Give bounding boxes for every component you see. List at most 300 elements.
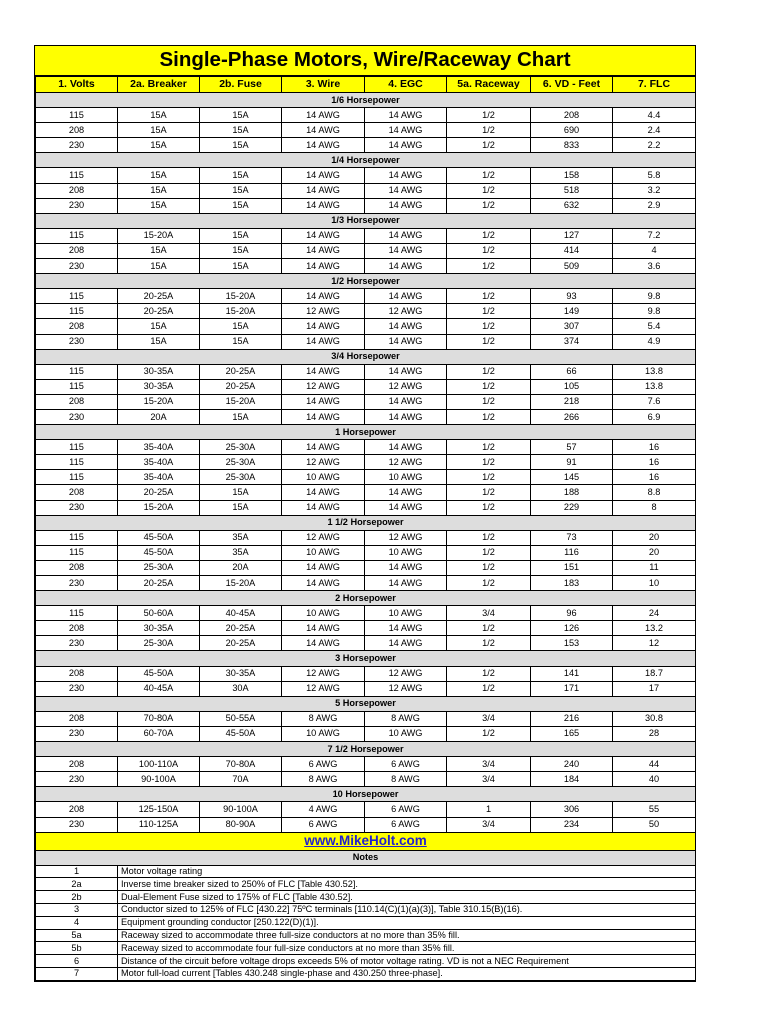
table-cell: 14 AWG [365,500,447,515]
table-cell: 208 [36,319,118,334]
horsepower-label: 1 Horsepower [36,425,696,440]
table-row [36,228,696,243]
table-cell: 151 [531,560,613,575]
table-cell: 8 AWG [365,711,447,726]
table-cell: 188 [531,485,613,500]
table-cell: 25-30A [118,560,200,575]
table-cell: 20A [118,409,200,424]
table-cell: 115 [36,108,118,123]
table-cell: 184 [531,772,613,787]
table-cell: 14 AWG [365,636,447,651]
column-header: 3. Wire [282,77,365,93]
table-cell: 8 AWG [282,772,365,787]
horsepower-section-header [36,742,696,757]
table-cell: 12 AWG [365,530,447,545]
table-cell: 55 [613,802,696,817]
table-cell: 14 AWG [365,228,447,243]
horsepower-section-header [36,591,696,606]
table-row [36,500,696,515]
table-cell: 8 AWG [365,772,447,787]
table-cell: 230 [36,198,118,213]
note-row [36,916,696,929]
table-cell: 35-40A [118,440,200,455]
table-cell: 5.8 [613,168,696,183]
table-cell: 230 [36,681,118,696]
table-row [36,636,696,651]
table-cell: 14 AWG [365,409,447,424]
table-cell: 10 AWG [282,606,365,621]
horsepower-section-header [36,349,696,364]
table-cell: 1/2 [447,394,531,409]
table-cell: 90-100A [200,802,282,817]
table-cell: 20-25A [118,485,200,500]
table-cell: 5.4 [613,319,696,334]
table-cell: 1/2 [447,289,531,304]
table-cell: 50-60A [118,606,200,621]
note-text: Raceway sized to accommodate three full-size conductors at no more than 35% fill. [118,929,696,942]
table-cell: 14 AWG [365,289,447,304]
table-cell: 115 [36,530,118,545]
table-row [36,379,696,394]
table-cell: 14 AWG [282,560,365,575]
table-cell: 14 AWG [365,259,447,274]
table-cell: 45-50A [118,666,200,681]
table-cell: 17 [613,681,696,696]
table-cell: 15A [118,183,200,198]
table-cell: 12 AWG [282,666,365,681]
table-cell: 3.6 [613,259,696,274]
table-cell: 153 [531,636,613,651]
table-cell: 115 [36,379,118,394]
table-cell: 230 [36,576,118,591]
table-cell: 14 AWG [365,576,447,591]
table-cell: 10 AWG [365,470,447,485]
table-cell: 45-50A [200,726,282,741]
table-row [36,560,696,575]
table-cell: 1/2 [447,364,531,379]
table-cell: 10 AWG [282,470,365,485]
table-cell: 100-110A [118,757,200,772]
table-cell: 12 AWG [365,666,447,681]
table-cell: 15A [200,485,282,500]
table-row [36,394,696,409]
note-key: 4 [36,916,118,929]
table-cell: 96 [531,606,613,621]
table-cell: 307 [531,319,613,334]
table-cell: 266 [531,409,613,424]
table-cell: 20-25A [200,636,282,651]
website-link[interactable]: www.MikeHolt.com [36,832,696,850]
table-cell: 14 AWG [282,243,365,258]
table-cell: 3/4 [447,817,531,832]
table-cell: 13.8 [613,379,696,394]
table-cell: 208 [36,394,118,409]
table-cell: 25-30A [200,470,282,485]
motor-wire-table [35,76,696,981]
table-cell: 1/2 [447,123,531,138]
table-cell: 40 [613,772,696,787]
table-cell: 4 AWG [282,802,365,817]
table-cell: 93 [531,289,613,304]
table-cell: 35A [200,545,282,560]
table-cell: 12 AWG [365,455,447,470]
table-cell: 13.2 [613,621,696,636]
table-row [36,576,696,591]
column-header: 5a. Raceway [447,77,531,93]
table-cell: 14 AWG [365,440,447,455]
table-cell: 1/2 [447,108,531,123]
table-cell: 208 [36,802,118,817]
table-cell: 208 [36,560,118,575]
table-cell: 14 AWG [365,108,447,123]
table-cell: 208 [36,666,118,681]
table-cell: 73 [531,530,613,545]
table-cell: 20-25A [118,289,200,304]
table-cell: 35A [200,530,282,545]
table-cell: 14 AWG [282,440,365,455]
table-cell: 1/2 [447,243,531,258]
table-cell: 115 [36,455,118,470]
table-cell: 208 [36,243,118,258]
table-row [36,243,696,258]
horsepower-section-header [36,651,696,666]
horsepower-label: 3 Horsepower [36,651,696,666]
table-cell: 14 AWG [282,500,365,515]
note-key: 5a [36,929,118,942]
horsepower-label: 10 Horsepower [36,787,696,802]
table-cell: 15A [118,123,200,138]
table-cell: 12 AWG [282,455,365,470]
table-cell: 12 AWG [365,681,447,696]
table-cell: 44 [613,757,696,772]
table-row [36,440,696,455]
table-cell: 15A [118,108,200,123]
table-cell: 14 AWG [282,409,365,424]
table-cell: 4.9 [613,334,696,349]
table-cell: 14 AWG [282,289,365,304]
table-cell: 1/2 [447,304,531,319]
table-cell: 20-25A [200,621,282,636]
table-cell: 14 AWG [365,319,447,334]
table-cell: 15A [200,138,282,153]
table-cell: 1/2 [447,259,531,274]
table-cell: 14 AWG [282,394,365,409]
table-cell: 15A [200,334,282,349]
table-cell: 8 [613,500,696,515]
table-cell: 208 [36,757,118,772]
table-cell: 141 [531,666,613,681]
horsepower-section-header [36,696,696,711]
table-cell: 15A [200,168,282,183]
motor-chart-sheet [34,45,696,982]
note-row [36,904,696,917]
table-cell: 30-35A [118,621,200,636]
table-cell: 149 [531,304,613,319]
table-cell: 10 AWG [282,726,365,741]
table-cell: 1/2 [447,319,531,334]
note-key: 6 [36,955,118,968]
note-key: 2b [36,891,118,904]
table-row [36,123,696,138]
table-cell: 1/2 [447,198,531,213]
table-cell: 10 AWG [365,726,447,741]
table-cell: 20 [613,545,696,560]
table-cell: 9.8 [613,289,696,304]
table-cell: 12 [613,636,696,651]
note-text: Motor full-load current [Tables 430.248 single-phase and 430.250 three-phase]. [118,968,696,981]
table-cell: 14 AWG [365,394,447,409]
table-cell: 15A [118,243,200,258]
table-cell: 14 AWG [365,243,447,258]
table-row [36,470,696,485]
table-cell: 1/2 [447,409,531,424]
table-row [36,168,696,183]
horsepower-section-header [36,515,696,530]
table-cell: 35-40A [118,470,200,485]
table-cell: 1/2 [447,138,531,153]
table-cell: 115 [36,545,118,560]
table-cell: 3/4 [447,711,531,726]
table-cell: 14 AWG [365,560,447,575]
table-cell: 30A [200,681,282,696]
table-row [36,711,696,726]
table-cell: 15-20A [200,289,282,304]
table-cell: 20-25A [200,364,282,379]
table-cell: 6 AWG [365,817,447,832]
table-cell: 208 [36,711,118,726]
table-cell: 8.8 [613,485,696,500]
table-cell: 165 [531,726,613,741]
table-cell: 126 [531,621,613,636]
table-row [36,621,696,636]
table-row [36,304,696,319]
table-cell: 13.8 [613,364,696,379]
table-cell: 15A [118,334,200,349]
table-cell: 15-20A [118,394,200,409]
column-header: 6. VD - Feet [531,77,613,93]
table-row [36,726,696,741]
table-cell: 30-35A [118,364,200,379]
horsepower-label: 3/4 Horsepower [36,349,696,364]
table-cell: 632 [531,198,613,213]
note-row [36,878,696,891]
table-cell: 4.4 [613,108,696,123]
table-cell: 14 AWG [365,183,447,198]
table-cell: 1 [447,802,531,817]
table-cell: 2.2 [613,138,696,153]
table-cell: 66 [531,364,613,379]
table-cell: 16 [613,470,696,485]
table-row [36,198,696,213]
table-cell: 14 AWG [282,364,365,379]
table-cell: 115 [36,289,118,304]
table-cell: 15A [118,319,200,334]
table-cell: 45-50A [118,545,200,560]
table-cell: 833 [531,138,613,153]
table-cell: 14 AWG [282,319,365,334]
table-cell: 690 [531,123,613,138]
table-cell: 115 [36,606,118,621]
table-cell: 14 AWG [282,576,365,591]
table-cell: 1/2 [447,621,531,636]
table-cell: 230 [36,817,118,832]
chart-title: Single-Phase Motors, Wire/Raceway Chart [35,46,695,76]
table-cell: 230 [36,726,118,741]
table-cell: 15A [200,198,282,213]
table-cell: 15A [200,243,282,258]
table-cell: 145 [531,470,613,485]
notes-header-row [36,850,696,865]
table-cell: 25-30A [200,440,282,455]
note-key: 1 [36,865,118,878]
note-row [36,968,696,981]
table-row [36,334,696,349]
table-cell: 1/2 [447,455,531,470]
table-cell: 14 AWG [282,183,365,198]
table-cell: 115 [36,440,118,455]
table-cell: 2.4 [613,123,696,138]
table-cell: 15-20A [200,304,282,319]
table-cell: 208 [36,183,118,198]
table-cell: 6 AWG [365,757,447,772]
table-cell: 115 [36,470,118,485]
table-cell: 3/4 [447,772,531,787]
note-text: Conductor sized to 125% of FLC [430.22] 75ºC terminals [110.14(C)(1)(a)(3)], Table 310.15(B)(16). [118,904,696,917]
note-text: Dual-Element Fuse sized to 175% of FLC [Table 430.52]. [118,891,696,904]
table-cell: 25-30A [118,636,200,651]
horsepower-label: 1 1/2 Horsepower [36,515,696,530]
table-cell: 25-30A [200,455,282,470]
horsepower-section-header [36,425,696,440]
table-cell: 14 AWG [365,485,447,500]
website-row [36,832,696,850]
table-cell: 115 [36,228,118,243]
table-cell: 1/2 [447,636,531,651]
column-header: 2a. Breaker [118,77,200,93]
table-row [36,772,696,787]
table-cell: 1/2 [447,560,531,575]
table-cell: 8 AWG [282,711,365,726]
table-cell: 518 [531,183,613,198]
table-cell: 15A [200,228,282,243]
note-row [36,942,696,955]
note-key: 7 [36,968,118,981]
table-cell: 6 AWG [282,757,365,772]
table-cell: 1/2 [447,576,531,591]
table-cell: 1/2 [447,379,531,394]
table-cell: 14 AWG [365,364,447,379]
table-cell: 3/4 [447,757,531,772]
table-cell: 20-25A [200,379,282,394]
horsepower-section-header [36,274,696,289]
table-cell: 1/2 [447,228,531,243]
table-cell: 15A [200,500,282,515]
table-cell: 45-50A [118,530,200,545]
table-cell: 20-25A [118,304,200,319]
table-cell: 30-35A [118,379,200,394]
table-cell: 91 [531,455,613,470]
table-cell: 1/2 [447,530,531,545]
note-row [36,891,696,904]
table-cell: 80-90A [200,817,282,832]
table-cell: 12 AWG [282,530,365,545]
table-cell: 15-20A [200,576,282,591]
table-cell: 15A [118,168,200,183]
note-text: Equipment grounding conductor [250.122(D)(1)]. [118,916,696,929]
table-cell: 230 [36,772,118,787]
table-cell: 171 [531,681,613,696]
table-cell: 4 [613,243,696,258]
column-header: 7. FLC [613,77,696,93]
table-cell: 12 AWG [282,304,365,319]
table-cell: 208 [531,108,613,123]
column-header-row [36,77,696,93]
table-cell: 24 [613,606,696,621]
table-cell: 28 [613,726,696,741]
table-row [36,545,696,560]
table-cell: 1/2 [447,168,531,183]
table-cell: 230 [36,138,118,153]
note-key: 2a [36,878,118,891]
table-cell: 1/2 [447,183,531,198]
table-cell: 57 [531,440,613,455]
table-cell: 15A [200,259,282,274]
table-cell: 15A [118,138,200,153]
horsepower-section-header [36,787,696,802]
note-row [36,929,696,942]
table-cell: 18.7 [613,666,696,681]
column-header: 1. Volts [36,77,118,93]
table-cell: 14 AWG [365,621,447,636]
table-cell: 14 AWG [282,636,365,651]
table-cell: 230 [36,500,118,515]
table-cell: 14 AWG [365,123,447,138]
table-cell: 14 AWG [282,108,365,123]
table-cell: 10 AWG [365,545,447,560]
table-cell: 374 [531,334,613,349]
table-cell: 15-20A [118,228,200,243]
table-row [36,409,696,424]
note-key: 3 [36,904,118,917]
table-cell: 9.8 [613,304,696,319]
column-header: 4. EGC [365,77,447,93]
horsepower-label: 7 1/2 Horsepower [36,742,696,757]
table-row [36,666,696,681]
table-cell: 229 [531,500,613,515]
table-cell: 14 AWG [282,168,365,183]
table-cell: 60-70A [118,726,200,741]
table-row [36,364,696,379]
table-cell: 3/4 [447,606,531,621]
table-cell: 1/2 [447,681,531,696]
table-cell: 208 [36,123,118,138]
note-key: 5b [36,942,118,955]
table-row [36,319,696,334]
table-cell: 125-150A [118,802,200,817]
table-cell: 3.2 [613,183,696,198]
notes-title: Notes [36,850,696,865]
table-cell: 2.9 [613,198,696,213]
table-cell: 14 AWG [282,123,365,138]
table-cell: 7.6 [613,394,696,409]
table-cell: 14 AWG [365,334,447,349]
table-cell: 208 [36,485,118,500]
horsepower-label: 1/6 Horsepower [36,93,696,108]
note-text: Motor voltage rating [118,865,696,878]
table-cell: 14 AWG [282,138,365,153]
table-cell: 14 AWG [282,485,365,500]
table-cell: 30-35A [200,666,282,681]
